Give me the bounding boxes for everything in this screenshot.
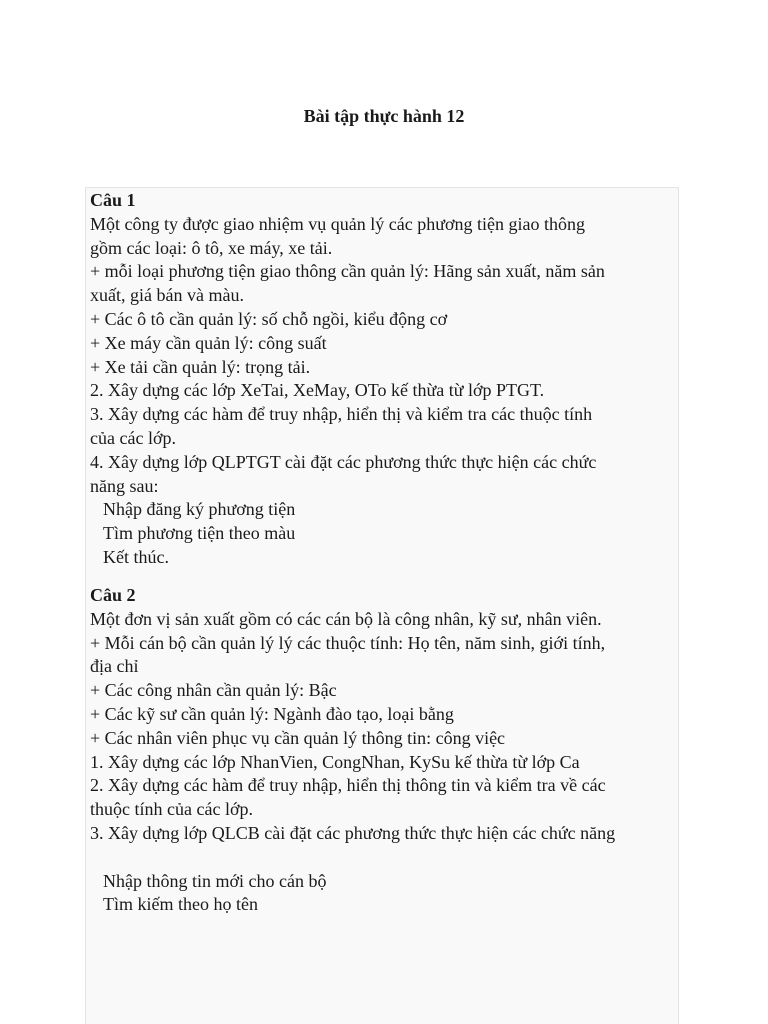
question-2-function-item: Nhập thông tin mới cho cán bộ [103,870,327,891]
exercise-content-box [85,187,679,1024]
question-1-section [90,189,678,570]
question-1-function-item: Kết thúc. [103,546,169,567]
question-2-line: địa chỉ [90,656,139,677]
question-2-line: + Các kỹ sư cần quản lý: Ngành đào tạo, loại bằng [90,703,454,724]
question-1-line: 4. Xây dựng lớp QLPTGT cài đặt các phương thức thực hiện các chức [90,451,597,472]
blank-line [90,846,678,870]
question-1-line: Một công ty được giao nhiệm vụ quản lý các phương tiện giao thông [90,213,585,234]
question-2-line: thuộc tính của các lớp. [90,799,253,820]
question-1-line: 3. Xây dựng các hàm để truy nhập, hiển thị và kiểm tra các thuộc tính [90,404,593,425]
question-1-line: + Xe tải cần quản lý: trọng tải. [90,356,311,377]
question-2-line: + Mỗi cán bộ cần quản lý lý các thuộc tính: Họ tên, năm sinh, giới tính, [90,632,606,653]
question-2-line: + Các công nhân cần quản lý: Bậc [90,680,337,701]
question-2-line: Một đơn vị sản xuất gồm có các cán bộ là công nhân, kỹ sư, nhân viên. [90,608,602,629]
question-1-heading: Câu 1 [90,190,136,210]
question-1-line: 2. Xây dựng các lớp XeTai, XeMay, OTo kế thừa từ lớp PTGT. [90,380,545,401]
question-2-line: + Các nhân viên phục vụ cần quản lý thông tin: công việc [90,727,506,748]
question-1-line: + Xe máy cần quản lý: công suất [90,332,327,353]
question-2-line: 2. Xây dựng các hàm để truy nhập, hiển thị thông tin và kiểm tra về các [90,775,606,796]
question-2-line: 1. Xây dựng các lớp NhanVien, CongNhan, KySu kế thừa từ lớp Ca [90,751,580,772]
document-title: Bài tập thực hành 12 [303,106,465,126]
question-1-line: của các lớp. [90,427,176,448]
question-2-function-item: Tìm kiếm theo họ tên [103,894,258,915]
question-2-heading: Câu 2 [90,585,136,605]
question-2-section [90,584,678,917]
question-1-line: năng sau: [90,475,159,496]
question-1-function-item: Tìm phương tiện theo màu [103,523,296,544]
question-1-line: + Các ô tô cần quản lý: số chỗ ngồi, kiểu động cơ [90,308,448,329]
question-1-function-item: Nhập đăng ký phương tiện [103,499,296,520]
question-1-line: xuất, giá bán và màu. [90,285,244,306]
question-2-line: 3. Xây dựng lớp QLCB cài đặt các phương thức thực hiện các chức năng [90,822,616,843]
question-1-line: gồm các loại: ô tô, xe máy, xe tải. [90,237,333,258]
question-1-line: + mỗi loại phương tiện giao thông cần quản lý: Hãng sản xuất, năm sản [90,261,605,282]
